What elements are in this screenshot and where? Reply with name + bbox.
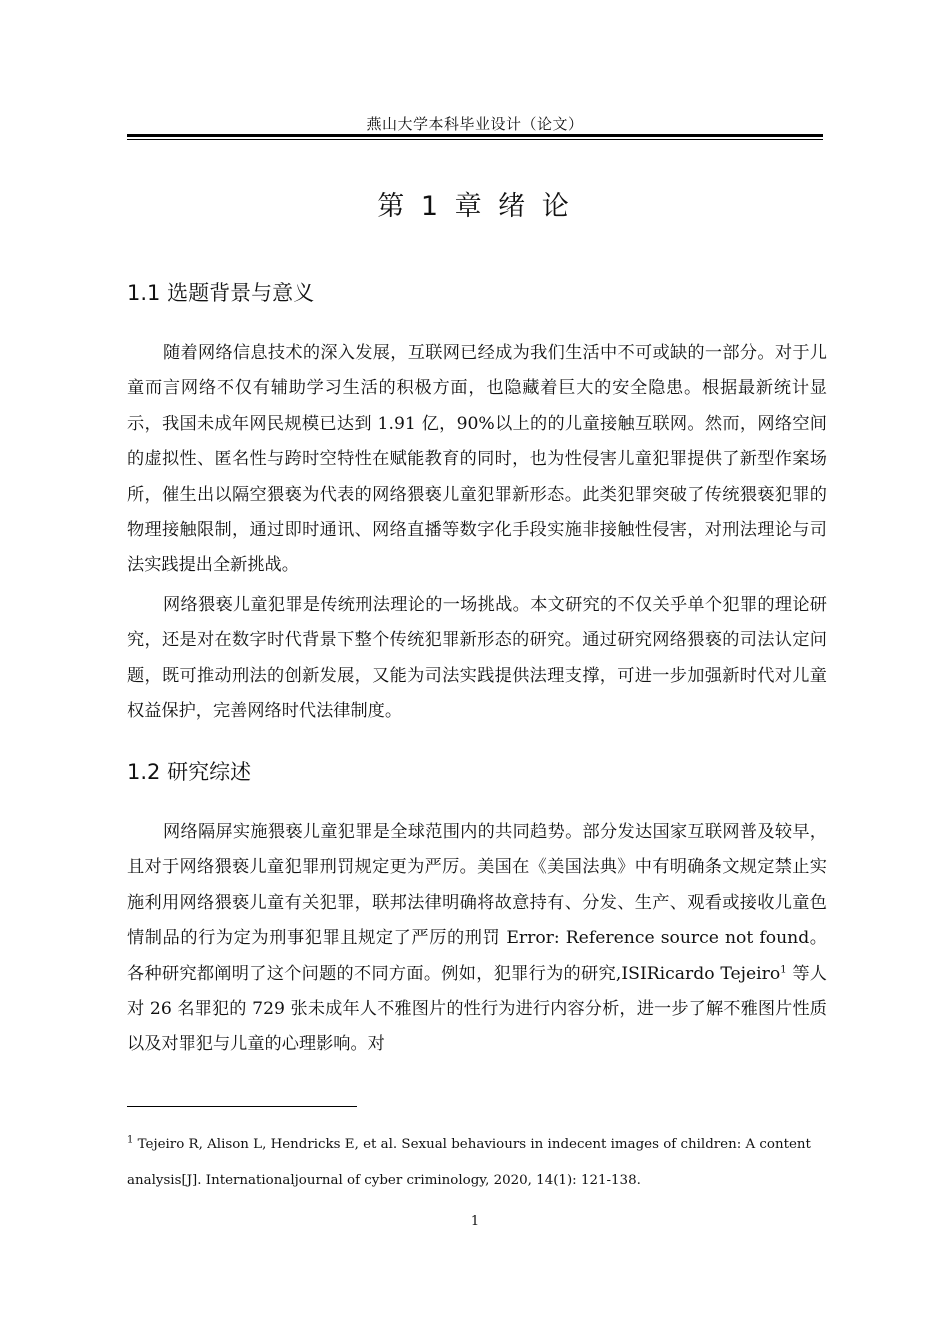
running-header: 燕山大学本科毕业设计（论文） (366, 115, 584, 133)
footnote-separator (127, 1106, 357, 1107)
section-heading-1-1: 1.1 选题背景与意义 (127, 281, 315, 305)
footnote (127, 1127, 827, 1199)
section-heading-1-2: 1.2 研究综述 (127, 760, 252, 784)
page-number: 1 (470, 1214, 480, 1229)
footnote-reference-mark[interactable]: 1 (780, 963, 787, 975)
chapter-title: 第 1 章 绪 论 (377, 191, 573, 222)
footnote-mark: 1 (127, 1134, 134, 1146)
header-rule-thick (127, 134, 823, 137)
paragraph-1-1-b: 网络猥亵儿童犯罪是传统刑法理论的一场挑战。本文研究的不仅关乎单个犯罪的理论研究，还是对在数字时代背景下整个传统犯罪新形态的研究。通过研究网络猥亵的司法认定问题，既可推动刑法的创新发展，又能为司法实践提供法理支撑，可进一步加强新时代对儿童权益保护，完善网络时代法律制度。 (127, 595, 827, 722)
header-rule-thin (127, 139, 823, 140)
footnote-text: Tejeiro R, Alison L, Hendricks E, et al. Sexual behaviours in indecent images of children: A content analysis[J]. Internationaljournal of cyber criminology, 2020, 14(1): 121-138. (127, 1137, 811, 1188)
paragraph-1-2 (127, 815, 827, 1063)
paragraph-1-2-text-end: 等人对 26 名罪犯的 729 张未成年人不雅图片的性行为进行内容分析，进一步了解不雅图片性质以及对罪犯与儿童的心理影响。对 (127, 963, 827, 1055)
paragraph-1-2-text-start: 网络隔屏实施猥亵儿童犯罪是全球范围内的共同趋势。部分发达国家互联网普及较早，且对于网络猥亵儿童犯罪刑罚规定更为严厉。美国在《美国法典》中有明确条文规定禁止实施利用网络猥亵儿童有关犯罪，联邦法律明确将故意持有、分发、生产、观看或接收儿童色情制品的行为定为刑事犯罪且规定了严厉的刑罚 Error: Reference source not found。各种研究都阐明了这个问题的不同方面。例如，犯罪行为的研究,ISIRicardo Tejeiro (127, 822, 827, 984)
paragraph-1-1-a: 随着网络信息技术的深入发展，互联网已经成为我们生活中不可或缺的一部分。对于儿童而言网络不仅有辅助学习生活的积极方面，也隐藏着巨大的安全隐患。根据最新统计显示，我国未成年网民规模已达到 1.91 亿，90%以上的的儿童接触互联网。然而，网络空间的虚拟性、匿名性与跨时空特性在赋能教育的同时，也为性侵害儿童犯罪提供了新型作案场所，催生出以隔空猥亵为代表的网络猥亵儿童犯罪新形态。此类犯罪突破了传统猥亵犯罪的物理接触限制，通过即时通讯、网络直播等数字化手段实施非接触性侵害，对刑法理论与司法实践提出全新挑战。 (127, 343, 827, 576)
